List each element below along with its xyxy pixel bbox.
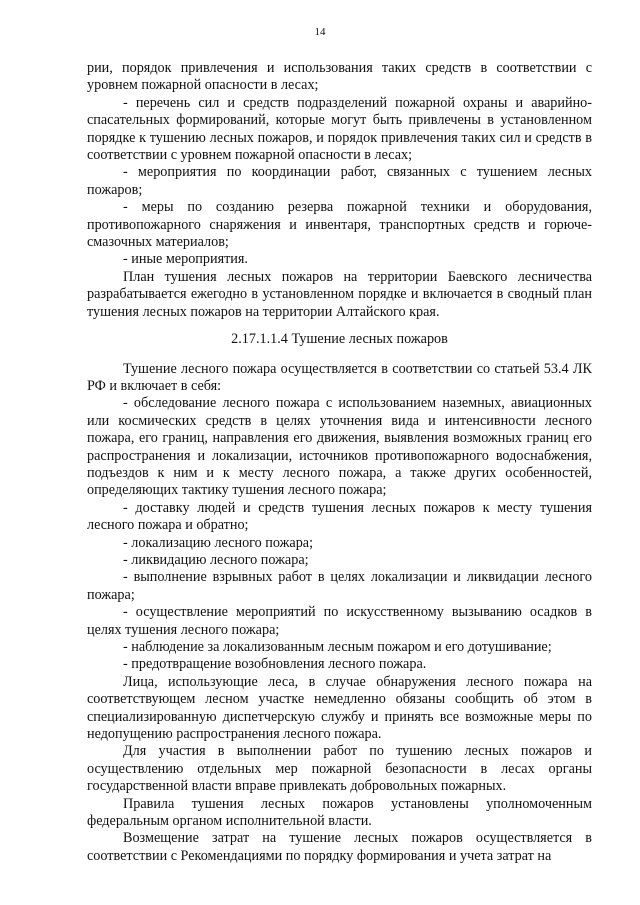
list-item: - осуществление мероприятий по искусственному вызыванию осадков в целях тушения лесного пожара; bbox=[87, 604, 592, 638]
list-item: - мероприятия по координации работ, связанных с тушением лесных пожаров; bbox=[87, 164, 592, 198]
list-item: - выполнение взрывных работ в целях локализации и ликвидации лесного пожара; bbox=[87, 569, 592, 603]
list-item: - перечень сил и средств подразделений пожарной охраны и аварийно-спасательных формирований, которые могут быть привлечены в установленном порядке к тушению лесных пожаров, и порядок привлечения таких сил и средств в соответствии с уровнем пожарной опасности в лесах; bbox=[87, 94, 592, 164]
paragraph: Правила тушения лесных пожаров установлены уполномоченным федеральным органом исполнительной власти. bbox=[87, 795, 592, 830]
paragraph: Лица, использующие леса, в случае обнаружения лесного пожара на соответствующем лесном участке немедленно обязаны сообщить об этом в специализированную диспетчерскую службу и принять все возможные меры по недопущению распространения лесного пожара. bbox=[87, 673, 592, 743]
paragraph: Для участия в выполнении работ по тушению лесных пожаров и осуществлению отдельных мер пожарной безопасности в лесах органы государственной власти вправе привлекать добровольных пожарных. bbox=[87, 743, 592, 795]
document-body bbox=[87, 60, 592, 865]
list-item: - доставку людей и средств тушения лесных пожаров к месту тушения лесного пожара и обратно; bbox=[87, 499, 592, 534]
list-item: - обследование лесного пожара с использованием наземных, авиационных или космических средств в целях уточнения вида и интенсивности лесного пожара, его границ, направления его движения, выявления возможных границ его распространения и локализации, источников противопожарного водоснабжения, подъездов к ним и к месту лесного пожара, а также других особенностей, определяющих тактику тушения лесного пожара; bbox=[87, 395, 592, 499]
list-item: - локализацию лесного пожара; bbox=[123, 534, 314, 551]
list-item: - иные мероприятия. bbox=[123, 251, 248, 268]
page-number: 14 bbox=[314, 26, 326, 38]
list-item: - предотвращение возобновления лесного пожара. bbox=[123, 656, 427, 673]
list-item: - меры по созданию резерва пожарной техники и оборудования, противопожарного снаряжения и инвентаря, транспортных средств и горюче-смазочных материалов; bbox=[87, 199, 592, 251]
list-item: - ликвидацию лесного пожара; bbox=[123, 551, 309, 568]
paragraph: Возмещение затрат на тушение лесных пожаров осуществляется в соответствии с Рекомендациями по порядку формирования и учета затрат на bbox=[87, 830, 592, 864]
list-item: - наблюдение за локализованным лесным пожаром и его дотушивание; bbox=[123, 639, 552, 655]
paragraph: План тушения лесных пожаров на территории Баевского лесничества разрабатывается ежегодно в установленном порядке и включается в сводный план тушения лесных пожаров на территории Алтайского края. bbox=[87, 268, 592, 320]
section-heading: 2.17.1.1.4 Тушение лесных пожаров bbox=[231, 331, 448, 348]
paragraph: Тушение лесного пожара осуществляется в соответствии со статьей 53.4 ЛК РФ и включает в себя: bbox=[87, 360, 592, 394]
paragraph: рии, порядок привлечения и использования таких средств в соответствии с уровнем пожарной опасности в лесах; bbox=[87, 60, 592, 94]
